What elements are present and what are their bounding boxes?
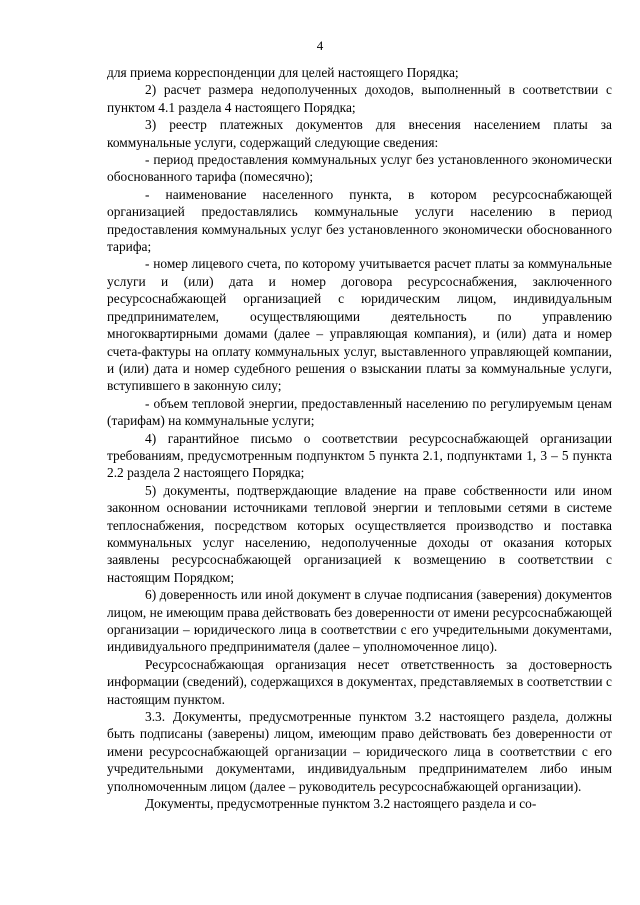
paragraph: - объем тепловой энергии, предоставленный населению по регулируемым ценам (тарифам) на коммунальные услуги; [107, 395, 612, 429]
paragraph: 3.3. Документы, предусмотренные пунктом 3.2 настоящего раздела, должны быть подписаны (заверены) лицом, имеющим право действовать без доверенности от имени ресурсоснабжающей организации – юридического лица в соответствии с его учредительными документами, индивидуальным предпринимателем либо иным уполномоченным лицом (далее – руководитель ресурсоснабжающей организации). [107, 709, 612, 794]
paragraph: для приема корреспонденции для целей настоящего Порядка; [107, 65, 459, 80]
paragraph: - номер лицевого счета, по которому учитывается расчет платы за коммунальные услуги и (или) дата и номер договора ресурсоснабжения, заключенного ресурсоснабжающей организацией с юридическим лицом, индивидуальным предпринимателем, осуществляющими деятельность по управлению многоквартирными домами (далее – управляющая компания), и (или) дата и номер счета-фактуры на оплату коммунальных услуг, выставленного управляющей компании, и (или) дата и номер судебного решения о взыскании платы за коммунальные услуги, вступившего в законную силу; [107, 256, 612, 394]
paragraph: - период предоставления коммунальных услуг без установленного экономически обоснованного тарифа (помесячно); [107, 152, 612, 185]
document-body [107, 64, 612, 812]
paragraph: Ресурсоснабжающая организация несет ответственность за достоверность информации (сведений), содержащихся в документах, представляемых в соответствии с настоящим пунктом. [107, 656, 612, 707]
paragraph: 2) расчет размера недополученных доходов, выполненный в соответствии с пунктом 4.1 раздела 4 настоящего Порядка; [107, 82, 612, 115]
paragraph: 6) доверенность или иной документ в случае подписания (заверения) документов лицом, не имеющим права действовать без доверенности от имени ресурсоснабжающей организации – юридического лица в соответствии с его учредительными документами, индивидуального предпринимателя (далее – уполномоченное лицо). [107, 587, 612, 655]
paragraph: Документы, предусмотренные пунктом 3.2 настоящего раздела и со- [145, 796, 537, 812]
paragraph: 4) гарантийное письмо о соответствии ресурсоснабжающей организации требованиям, предусмотренным подпунктом 5 пункта 2.1, подпунктами 1, 3 – 5 пункта 2.2 раздела 2 настоящего Порядка; [107, 430, 612, 481]
page-number: 4 [316, 38, 324, 53]
paragraph: - наименование населенного пункта, в котором ресурсоснабжающей организацией предоставлялись коммунальные услуги населению в период предоставления коммунальных услуг без установленного экономически обоснованного тарифа; [107, 186, 612, 255]
paragraph: 3) реестр платежных документов для внесения населением платы за коммунальные услуги, содержащий следующие сведения: [107, 117, 612, 150]
paragraph: 5) документы, подтверждающие владение на праве собственности или ином законном основании источниками тепловой энергии и тепловыми сетями в системе теплоснабжения, посредством которых осуществляется производство и поставка коммунальных услуг населению, недополученные доходы от оказания которых заявлены ресурсоснабжающей организацией к возмещению в соответствии с настоящим Порядком; [107, 482, 612, 585]
